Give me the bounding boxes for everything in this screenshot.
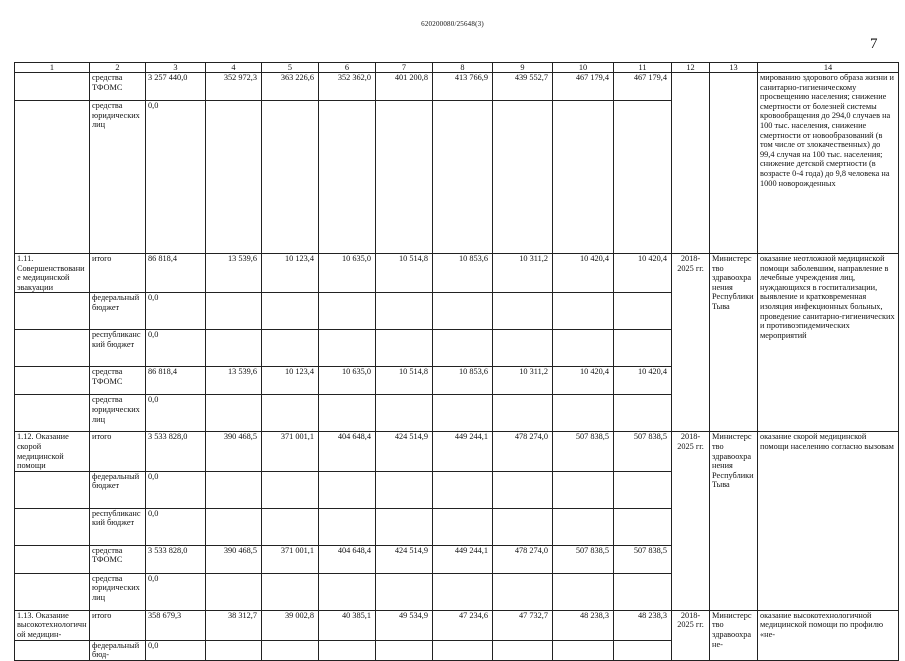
amount-cell — [433, 330, 493, 367]
amount-cell — [493, 395, 553, 432]
amount-cell: 13 539,6 — [206, 367, 262, 395]
col-header: 7 — [376, 63, 433, 73]
amount-cell: 10 420,4 — [553, 254, 614, 293]
amount-cell: 507 838,5 — [553, 432, 614, 471]
table-row — [15, 254, 899, 293]
col-header: 13 — [710, 63, 758, 73]
amount-cell: 352 362,0 — [319, 73, 376, 101]
funding-source-cell: средства юридических лиц — [90, 101, 146, 254]
measure-name-cell — [15, 471, 90, 508]
amount-cell: 507 838,5 — [614, 432, 672, 471]
amount-cell — [553, 573, 614, 610]
amount-cell — [319, 395, 376, 432]
amount-cell — [262, 573, 319, 610]
executor-cell: Министерство здравоохранения Республики Тыва — [710, 254, 758, 432]
amount-cell — [493, 508, 553, 545]
amount-cell: 10 420,4 — [553, 367, 614, 395]
amount-cell: 439 552,7 — [493, 73, 553, 101]
amount-cell — [262, 395, 319, 432]
amount-cell: 404 648,4 — [319, 432, 376, 471]
amount-cell — [376, 508, 433, 545]
funding-source-cell: федеральный бюджет — [90, 293, 146, 330]
executor-cell: Министерство здравоохранения Республики Тыва — [710, 432, 758, 610]
amount-cell — [262, 508, 319, 545]
amount-cell: 10 514,8 — [376, 254, 433, 293]
measure-name-cell — [15, 640, 90, 660]
funding-source-cell: федеральный бюд- — [90, 640, 146, 660]
amount-cell — [376, 573, 433, 610]
amount-cell: 10 853,6 — [433, 367, 493, 395]
col-header: 11 — [614, 63, 672, 73]
amount-cell — [433, 640, 493, 660]
amount-cell: 48 238,3 — [553, 610, 614, 640]
document-id: 620200080/25648(3) — [421, 20, 484, 28]
budget-table — [14, 62, 899, 661]
amount-cell: 10 635,0 — [319, 367, 376, 395]
funding-source-cell: средства юридических лиц — [90, 395, 146, 432]
measure-name-cell — [15, 573, 90, 610]
funding-source-cell: федеральный бюджет — [90, 471, 146, 508]
amount-cell: 0,0 — [146, 508, 206, 545]
amount-cell: 86 818,4 — [146, 254, 206, 293]
table-row — [15, 73, 899, 101]
amount-cell: 390 468,5 — [206, 545, 262, 573]
amount-cell: 0,0 — [146, 330, 206, 367]
amount-cell: 10 123,4 — [262, 254, 319, 293]
amount-cell: 371 001,1 — [262, 545, 319, 573]
col-header: 6 — [319, 63, 376, 73]
col-header: 8 — [433, 63, 493, 73]
period-cell — [672, 73, 710, 254]
amount-cell — [262, 293, 319, 330]
page-number: 7 — [870, 36, 878, 52]
amount-cell — [433, 101, 493, 254]
amount-cell: 358 679,3 — [146, 610, 206, 640]
amount-cell — [493, 573, 553, 610]
amount-cell: 10 514,8 — [376, 367, 433, 395]
table-row — [15, 610, 899, 640]
amount-cell: 478 274,0 — [493, 432, 553, 471]
measure-name-cell — [15, 545, 90, 573]
amount-cell — [493, 330, 553, 367]
col-header: 14 — [758, 63, 899, 73]
col-header: 1 — [15, 63, 90, 73]
amount-cell — [493, 640, 553, 660]
col-header: 4 — [206, 63, 262, 73]
amount-cell — [206, 330, 262, 367]
amount-cell: 449 244,1 — [433, 545, 493, 573]
amount-cell: 0,0 — [146, 640, 206, 660]
funding-source-cell: итого — [90, 610, 146, 640]
result-cell: оказание высокотехнологичной медицинской помощи по профилю «не- — [758, 610, 899, 660]
amount-cell — [553, 293, 614, 330]
amount-cell — [206, 293, 262, 330]
result-cell: оказание неотложной медицинской помощи заболевшим, направление в лечебные учреждения лиц, нуждающихся в госпитализации, выявление и кратковременная изоляция инфекционных больных, проведение санитарно-гигиенических и противоэпидемических мероприятий — [758, 254, 899, 432]
amount-cell: 3 257 440,0 — [146, 73, 206, 101]
amount-cell — [553, 395, 614, 432]
measure-name-cell — [15, 330, 90, 367]
amount-cell — [319, 640, 376, 660]
col-header: 10 — [553, 63, 614, 73]
amount-cell: 424 514,9 — [376, 432, 433, 471]
amount-cell: 424 514,9 — [376, 545, 433, 573]
amount-cell: 10 123,4 — [262, 367, 319, 395]
amount-cell: 47 234,6 — [433, 610, 493, 640]
period-cell: 2018-2025 гг. — [672, 432, 710, 610]
amount-cell — [553, 101, 614, 254]
period-cell: 2018-2025 гг. — [672, 610, 710, 660]
funding-source-cell: итого — [90, 432, 146, 471]
amount-cell — [206, 395, 262, 432]
amount-cell: 86 818,4 — [146, 367, 206, 395]
amount-cell — [614, 471, 672, 508]
amount-cell — [206, 101, 262, 254]
amount-cell: 0,0 — [146, 101, 206, 254]
amount-cell: 478 274,0 — [493, 545, 553, 573]
amount-cell: 404 648,4 — [319, 545, 376, 573]
amount-cell: 413 766,9 — [433, 73, 493, 101]
measure-name-cell: 1.13. Оказание высокотехнологичной медицин- — [15, 610, 90, 640]
amount-cell: 507 838,5 — [614, 545, 672, 573]
amount-cell — [553, 330, 614, 367]
amount-cell — [376, 395, 433, 432]
amount-cell: 40 385,1 — [319, 610, 376, 640]
funding-source-cell: средства юридических лиц — [90, 573, 146, 610]
amount-cell — [614, 293, 672, 330]
amount-cell: 3 533 828,0 — [146, 545, 206, 573]
amount-cell: 48 238,3 — [614, 610, 672, 640]
amount-cell: 10 635,0 — [319, 254, 376, 293]
executor-cell: Министерство здравоохране- — [710, 610, 758, 660]
amount-cell — [433, 395, 493, 432]
measure-name-cell: 1.12. Оказание скорой медицинской помощи — [15, 432, 90, 471]
amount-cell — [319, 508, 376, 545]
measure-name-cell — [15, 395, 90, 432]
amount-cell — [319, 293, 376, 330]
amount-cell — [614, 640, 672, 660]
amount-cell: 10 420,4 — [614, 367, 672, 395]
amount-cell: 449 244,1 — [433, 432, 493, 471]
amount-cell: 467 179,4 — [614, 73, 672, 101]
column-number-row — [15, 63, 899, 73]
amount-cell: 10 311,2 — [493, 254, 553, 293]
amount-cell: 0,0 — [146, 573, 206, 610]
amount-cell — [376, 330, 433, 367]
measure-name-cell — [15, 367, 90, 395]
amount-cell: 39 002,8 — [262, 610, 319, 640]
col-header: 3 — [146, 63, 206, 73]
amount-cell — [493, 471, 553, 508]
measure-name-cell — [15, 293, 90, 330]
amount-cell — [319, 101, 376, 254]
amount-cell: 390 468,5 — [206, 432, 262, 471]
amount-cell: 47 732,7 — [493, 610, 553, 640]
amount-cell: 371 001,1 — [262, 432, 319, 471]
result-cell: мированию здорового образа жизни и санитарно-гигиеническому просвещению населения; снижение смертности от болезней системы кровообращения до 294,0 случаев на 100 тыс. населения, снижение смертности от новообразований (в том числе от злокачественных) до 99,4 случая на 100 тыс. населения; снижение детской смертности (в возрасте 0-4 года) до 9,8 человека на 1000 новорожденных — [758, 73, 899, 254]
measure-name-cell — [15, 101, 90, 254]
amount-cell — [206, 640, 262, 660]
amount-cell: 3 533 828,0 — [146, 432, 206, 471]
funding-source-cell: средства ТФОМС — [90, 367, 146, 395]
amount-cell — [262, 640, 319, 660]
amount-cell — [206, 508, 262, 545]
funding-source-cell: средства ТФОМС — [90, 545, 146, 573]
result-cell: оказание скорой медицинской помощи населению согласно вызовам — [758, 432, 899, 610]
table-row — [15, 432, 899, 471]
amount-cell — [376, 293, 433, 330]
amount-cell — [262, 471, 319, 508]
funding-source-cell: итого — [90, 254, 146, 293]
amount-cell — [433, 508, 493, 545]
amount-cell — [262, 330, 319, 367]
amount-cell — [376, 471, 433, 508]
amount-cell — [433, 293, 493, 330]
amount-cell — [493, 293, 553, 330]
amount-cell: 0,0 — [146, 395, 206, 432]
col-header: 2 — [90, 63, 146, 73]
executor-cell — [710, 73, 758, 254]
amount-cell — [614, 101, 672, 254]
amount-cell — [262, 101, 319, 254]
measure-name-cell: 1.11. Совершенствование медицинской эвакуации — [15, 254, 90, 293]
funding-source-cell: средства ТФОМС — [90, 73, 146, 101]
amount-cell — [553, 508, 614, 545]
amount-cell: 13 539,6 — [206, 254, 262, 293]
col-header: 12 — [672, 63, 710, 73]
amount-cell — [206, 471, 262, 508]
funding-source-cell: республиканский бюджет — [90, 508, 146, 545]
amount-cell — [553, 471, 614, 508]
amount-cell — [319, 471, 376, 508]
amount-cell — [614, 508, 672, 545]
amount-cell: 10 420,4 — [614, 254, 672, 293]
amount-cell — [433, 573, 493, 610]
amount-cell: 38 312,7 — [206, 610, 262, 640]
amount-cell — [614, 573, 672, 610]
amount-cell: 467 179,4 — [553, 73, 614, 101]
amount-cell — [319, 330, 376, 367]
amount-cell — [553, 640, 614, 660]
period-cell: 2018-2025 гг. — [672, 254, 710, 432]
amount-cell — [614, 395, 672, 432]
measure-name-cell — [15, 508, 90, 545]
col-header: 9 — [493, 63, 553, 73]
funding-source-cell: республиканский бюджет — [90, 330, 146, 367]
amount-cell: 352 972,3 — [206, 73, 262, 101]
amount-cell: 401 200,8 — [376, 73, 433, 101]
amount-cell: 363 226,6 — [262, 73, 319, 101]
amount-cell — [206, 573, 262, 610]
amount-cell: 0,0 — [146, 471, 206, 508]
amount-cell — [376, 101, 433, 254]
amount-cell — [433, 471, 493, 508]
amount-cell — [319, 573, 376, 610]
amount-cell: 10 311,2 — [493, 367, 553, 395]
amount-cell: 507 838,5 — [553, 545, 614, 573]
col-header: 5 — [262, 63, 319, 73]
amount-cell: 49 534,9 — [376, 610, 433, 640]
amount-cell — [376, 640, 433, 660]
measure-name-cell — [15, 73, 90, 101]
amount-cell: 0,0 — [146, 293, 206, 330]
amount-cell — [493, 101, 553, 254]
amount-cell: 10 853,6 — [433, 254, 493, 293]
amount-cell — [614, 330, 672, 367]
